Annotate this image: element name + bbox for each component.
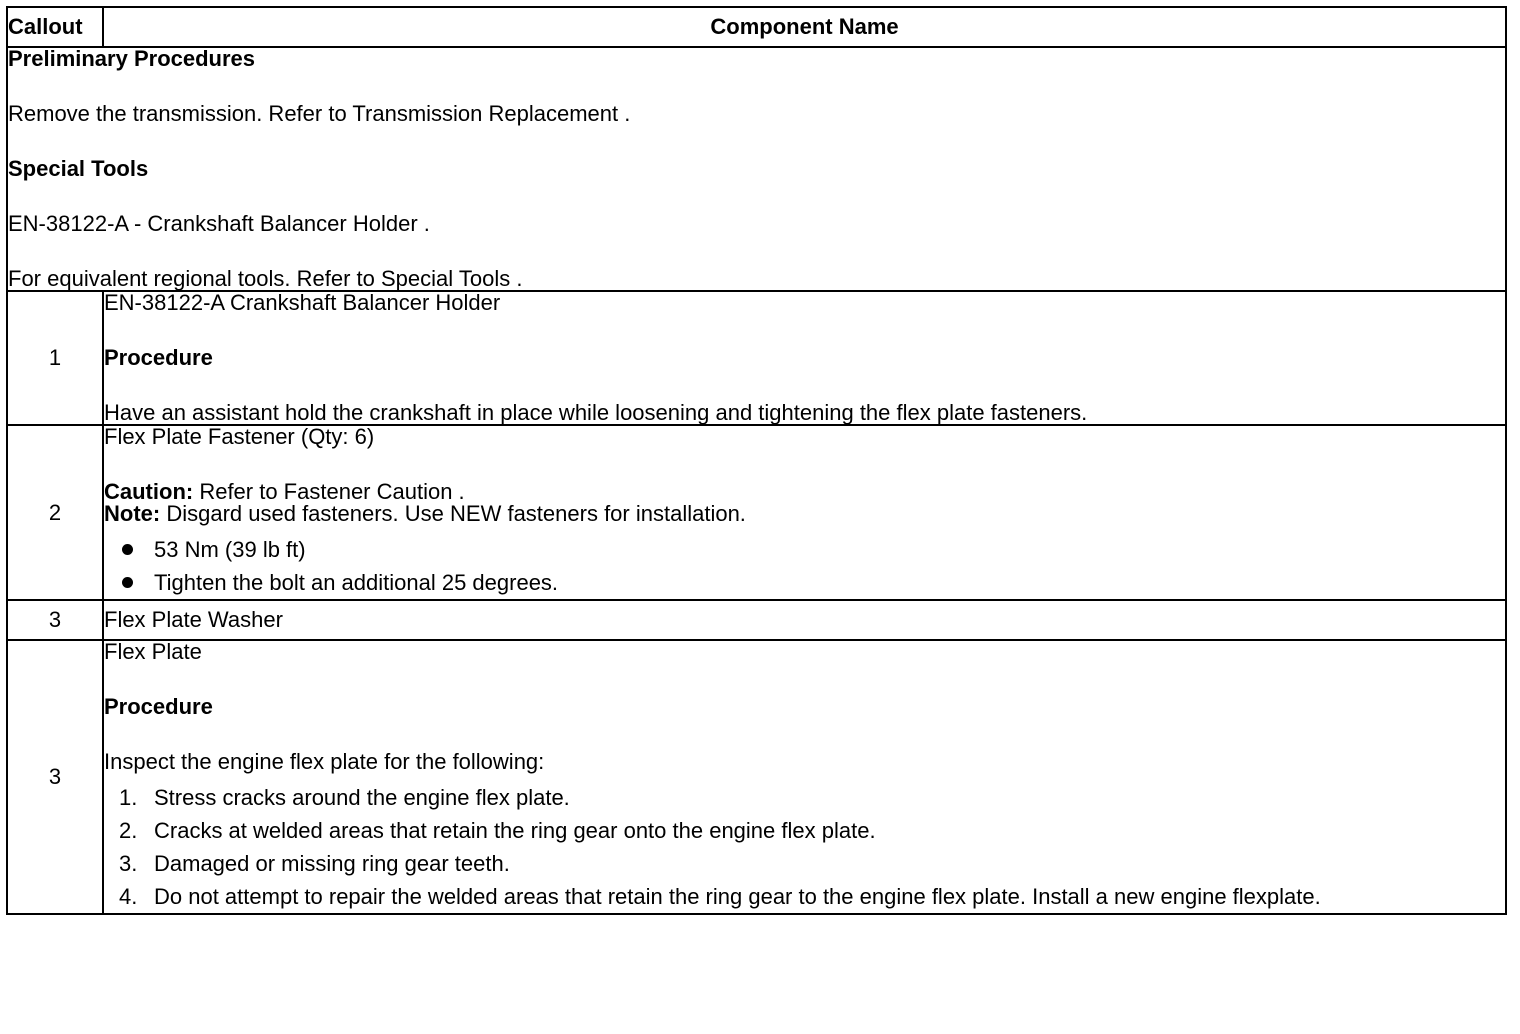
list-item xyxy=(120,566,1505,599)
step-number: 1. xyxy=(119,785,138,810)
step-number: 3. xyxy=(119,851,138,876)
step-text: Cracks at welded areas that retain the ring gear onto the engine flex plate. xyxy=(154,818,876,843)
callout-number: 1 xyxy=(7,291,103,425)
spec-text: 53 Nm (39 lb ft) xyxy=(154,537,306,562)
callout-column-header: Callout xyxy=(7,7,103,47)
list-item xyxy=(119,781,1505,814)
note-line xyxy=(104,503,1505,525)
preliminary-heading: Preliminary Procedures xyxy=(8,46,256,71)
list-item xyxy=(119,880,1505,913)
procedure-heading: Procedure xyxy=(104,345,213,370)
special-tools-heading: Special Tools xyxy=(8,156,149,181)
component-name: Flex Plate xyxy=(104,639,202,664)
component-name: Flex Plate Washer xyxy=(103,600,1506,640)
component-name: EN-38122-A Crankshaft Balancer Holder xyxy=(104,290,501,315)
component-cell xyxy=(103,425,1506,600)
component-cell xyxy=(103,291,1506,425)
step-number: 2. xyxy=(119,818,138,843)
torque-spec-list xyxy=(104,533,1505,599)
spec-text: Tighten the bolt an additional 25 degrees. xyxy=(154,570,559,595)
list-item xyxy=(119,847,1505,880)
procedure-text: Have an assistant hold the crankshaft in place while loosening and tightening the flex plate fasteners. xyxy=(104,400,1088,425)
equivalent-tools-text: For equivalent regional tools. Refer to Special Tools . xyxy=(8,266,523,291)
bullet-icon xyxy=(122,577,133,588)
step-number: 4. xyxy=(119,884,138,909)
inspection-steps-list xyxy=(104,781,1505,913)
table-row xyxy=(7,425,1506,600)
caution-line xyxy=(104,481,1505,503)
list-item xyxy=(119,814,1505,847)
table-row xyxy=(7,291,1506,425)
bullet-icon xyxy=(122,544,133,555)
preliminary-text: Remove the transmission. Refer to Transmission Replacement . xyxy=(8,101,631,126)
component-name: Flex Plate Fastener (Qty: 6) xyxy=(104,424,375,449)
procedure-table xyxy=(6,6,1507,915)
note-text: Disgard used fasteners. Use NEW fasteners for installation. xyxy=(160,501,746,526)
caution-text: Refer to Fastener Caution . xyxy=(193,479,465,504)
component-name-column-header: Component Name xyxy=(103,7,1506,47)
note-label: Note: xyxy=(104,501,161,526)
callout-number: 2 xyxy=(7,425,103,600)
step-text: Stress cracks around the engine flex plate. xyxy=(154,785,570,810)
callout-number: 3 xyxy=(7,640,103,914)
inspect-text: Inspect the engine flex plate for the following: xyxy=(104,749,545,774)
table-row xyxy=(7,600,1506,640)
preliminary-cell xyxy=(7,47,1506,291)
special-tool-item: EN-38122-A - Crankshaft Balancer Holder . xyxy=(8,211,430,236)
callout-number: 3 xyxy=(7,600,103,640)
step-text: Do not attempt to repair the welded areas that retain the ring gear to the engine flex plate. Install a new engine flexplate. xyxy=(154,884,1321,909)
table-row xyxy=(7,640,1506,914)
caution-label: Caution: xyxy=(104,479,194,504)
procedure-heading: Procedure xyxy=(104,694,213,719)
component-cell xyxy=(103,640,1506,914)
list-item xyxy=(120,533,1505,566)
preliminary-row xyxy=(7,47,1506,291)
header-row xyxy=(7,7,1506,47)
step-text: Damaged or missing ring gear teeth. xyxy=(154,851,510,876)
